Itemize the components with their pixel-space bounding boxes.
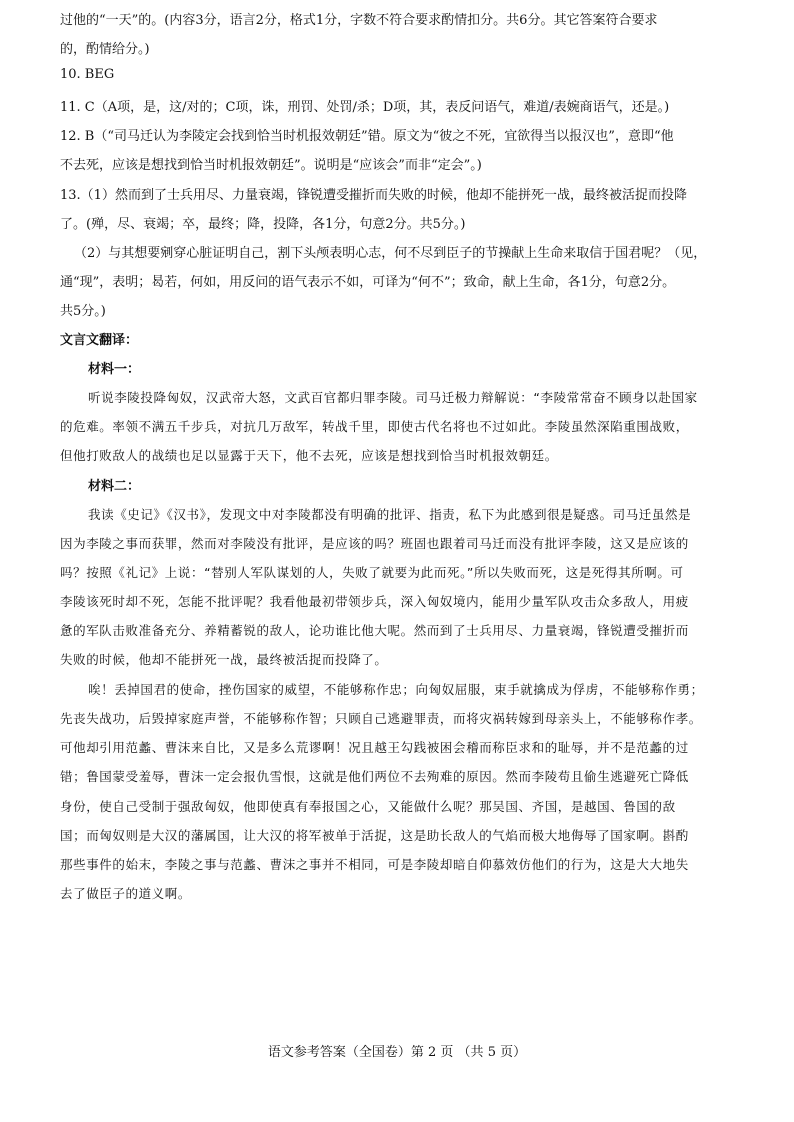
text-line-18: 我读《史记》《汉书》，发现文中对李陵都没有明确的批评、指责，私下为此感到很是疑惑。司马迁虽然是 bbox=[88, 507, 692, 522]
text-line-26: 可他却引用范蠡、曹沫来自比，又是多么荒谬啊！况且越王勾践被困会稽而称臣求和的耻辱，并不是范蠡的过 bbox=[60, 740, 689, 755]
text-line-13: 材料一： bbox=[88, 362, 141, 377]
text-line-22: 惫的军队击败准备充分、养精蓄锐的敌人，论功谁比他大呢。然而到了士兵用尽、力量衰竭，锋锐遭受摧折而 bbox=[60, 623, 689, 638]
text-line-8: 了。(殚，尽、衰竭；卒，最终；降，投降，各1分，句意2分。共5分。) bbox=[60, 217, 466, 232]
text-line-21: 李陵该死时却不死，怎能不批评呢？我看他最初带领步兵，深入匈奴境内，能用少量军队攻击众多敌人，用疲 bbox=[60, 594, 689, 609]
text-line-14: 听说李陵投降匈奴，汉武帝大怒，文武百官都归罪李陵。司马迁极力辩解说：“李陵常常奋不顾身以赴国家 bbox=[88, 390, 698, 405]
text-line-25: 先丧失战功，后毁掉家庭声誉，不能够称作智；只顾自己逃避罪责，而将灾祸转嫁到母亲头上，不能够称作孝。 bbox=[60, 711, 702, 726]
text-line-27: 错；鲁国蒙受羞辱，曹沫一定会报仇雪恨，这就是他们两位不去殉难的原因。然而李陵苟且偷生逃避死亡降低 bbox=[60, 769, 689, 784]
text-line-17: 材料二： bbox=[88, 479, 141, 494]
text-line-9: （2）与其想要剜穿心脏证明自己，割下头颅表明心志，何不尽到臣子的节操献上生命来取信于国君呢？（见， bbox=[74, 246, 707, 261]
text-line-5: 12. B（“司马迁认为李陵定会找到恰当时机报效朝廷”错。原文为“彼之不死，宜欲得当以报汉也”，意即“他 bbox=[60, 129, 674, 144]
text-line-16: 但他打败敌人的战绩也足以显露于天下，他不去死，应该是想找到恰当时机报效朝廷。 bbox=[60, 448, 558, 463]
text-line-20: 吗？按照《礼记》上说：“替别人军队谋划的人，失败了就要为此而死。”所以失败而死，这是死得其所啊。可 bbox=[60, 565, 684, 580]
text-line-23: 失败的时候，他却不能拼死一战，最终被活捉而投降了。 bbox=[60, 652, 388, 667]
text-line-10: 通“现”，表明；曷若，何如，用反问的语气表示不如，可译为“何不”；致命，献上生命，各1分，句意2分。 bbox=[60, 275, 676, 290]
text-line-1: 过他的“一天”的。(内容3分，语言2分，格式1分，字数不符合要求酌情扣分。共6分。其它答案符合要求 bbox=[60, 13, 658, 28]
text-line-28: 身份，使自己受制于强敌匈奴，他即使真有奉报国之心，又能做什么呢？那吴国、齐国，是越国、鲁国的敌 bbox=[60, 799, 676, 814]
text-line-3: 10. BEG bbox=[60, 67, 115, 82]
text-line-2: 的，酌情给分。) bbox=[60, 42, 150, 57]
text-line-29: 国；而匈奴则是大汉的藩属国，让大汉的将军被单于活捉，这是助长敌人的气焰而极大地侮辱了国家啊。斟酌 bbox=[60, 828, 689, 843]
text-line-24: 唉！丢掉国君的使命，挫伤国家的威望，不能够称作忠；向匈奴屈服，束手就擒成为俘虏，不能够称作勇； bbox=[88, 682, 704, 697]
text-line-19: 因为李陵之事而获罪，然而对李陵没有批评，是应该的吗？班固也跟着司马迁而没有批评李陵，这又是应该的 bbox=[60, 536, 689, 551]
text-line-11: 共5分。) bbox=[60, 304, 106, 319]
text-line-4: 11. C（A项，是，这/对的；C项，诛，刑罚、处罚/杀；D项，其，表反问语气，难道/表婉商语气，还是。) bbox=[60, 100, 670, 115]
text-line-15: 的危难。率领不满五千步兵，对抗几万敌军，转战千里，即使古代名将也不过如此。李陵虽然深陷重围战败， bbox=[60, 419, 689, 434]
text-line-30: 那些事件的始末，李陵之事与范蠡、曹沫之事并不相同，可是李陵却暗自仰慕效仿他们的行为，这是大大地失 bbox=[60, 857, 689, 872]
text-line-6: 不去死，应该是想找到恰当时机报效朝廷”。说明是“应该会”而非“定会”。) bbox=[60, 158, 482, 173]
text-line-12: 文言文翻译： bbox=[60, 333, 139, 348]
text-line-31: 去了做臣子的道义啊。 bbox=[60, 886, 192, 901]
text-line-7: 13.（1）然而到了士兵用尽、力量衰竭，锋锐遭受摧折而失败的时候，他却不能拼死一战，最终被活捉而投降 bbox=[60, 188, 687, 203]
page-footer: 语文参考答案（全国卷）第 2 页 （共 5 页） bbox=[267, 1045, 527, 1060]
